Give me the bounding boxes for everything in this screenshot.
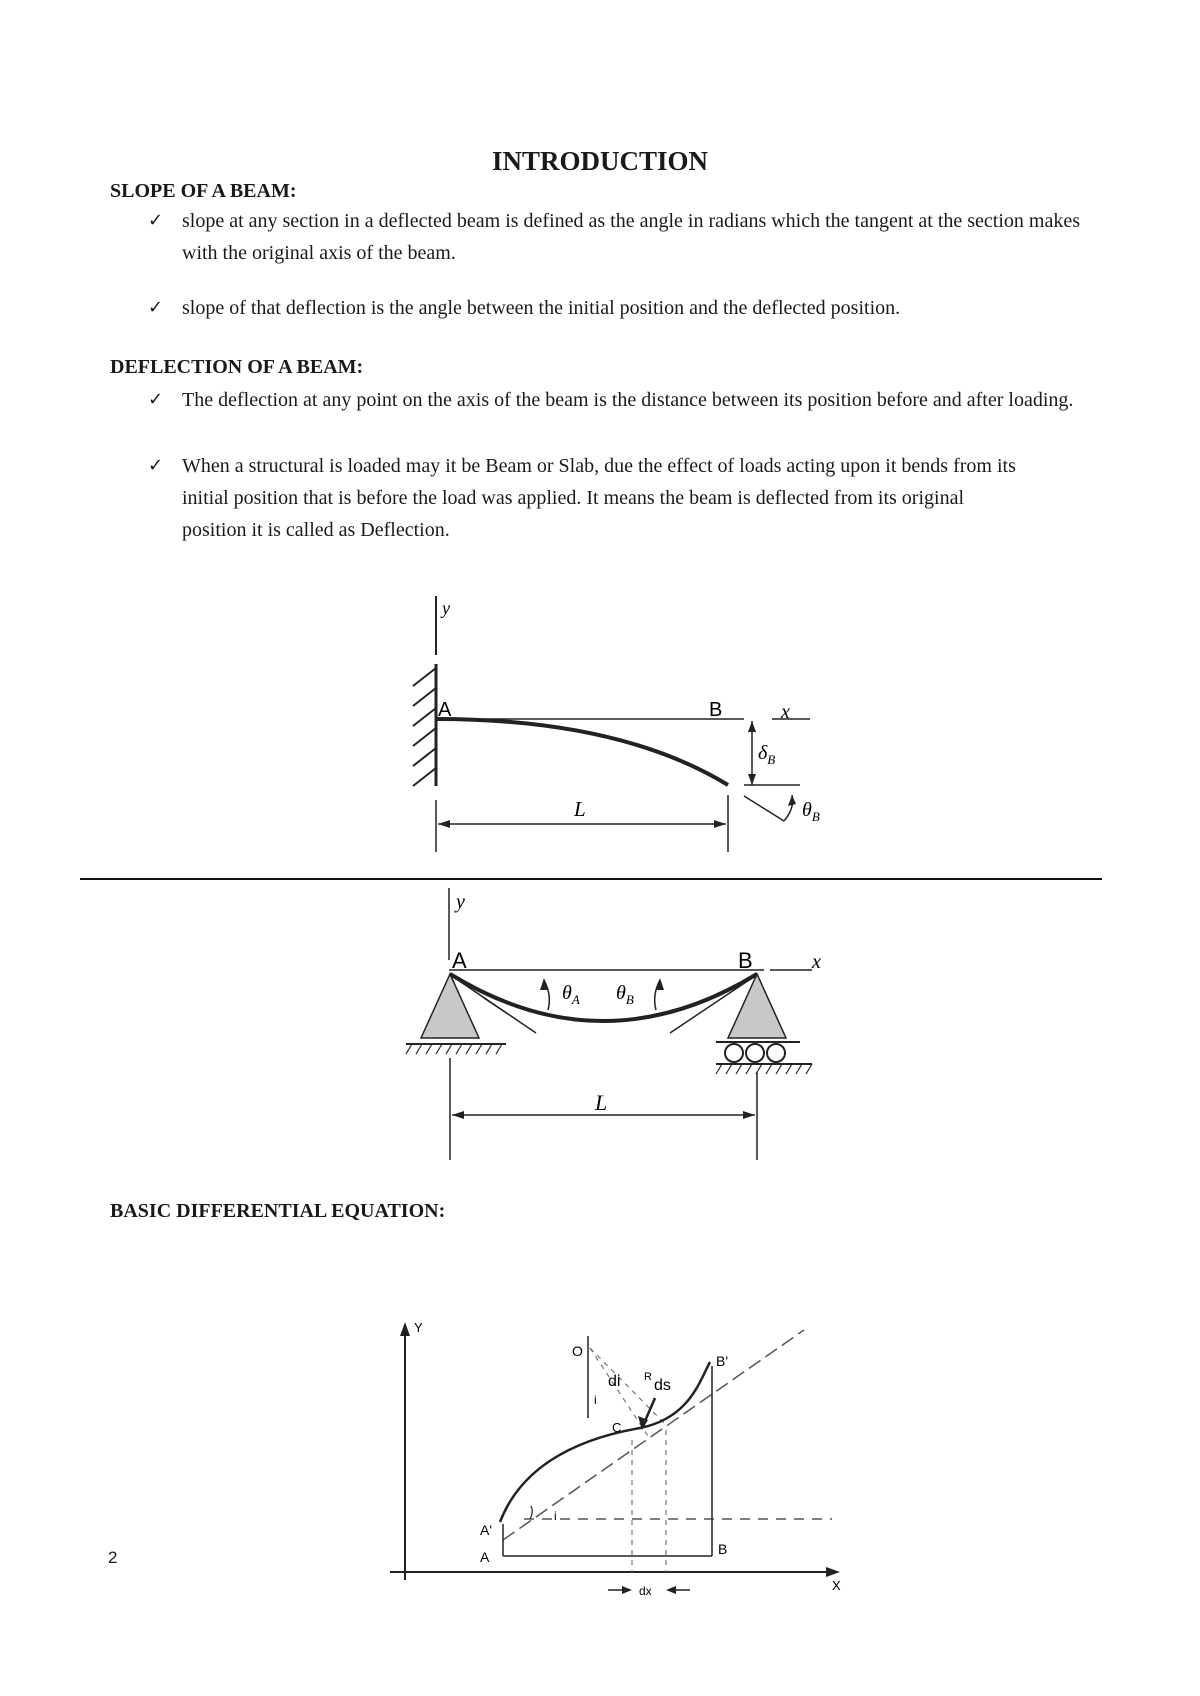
elastic-curve bbox=[500, 1362, 710, 1522]
fig2-theta-a-sub: A bbox=[571, 992, 580, 1007]
fig3-ds-label: ds bbox=[654, 1377, 671, 1394]
basic-equation-heading: BASIC DIFFERENTIAL EQUATION: bbox=[110, 1200, 446, 1222]
check-icon: ✓ bbox=[148, 297, 164, 318]
fig3-o-label: O bbox=[572, 1343, 583, 1359]
fig3-i-upper-label: i bbox=[594, 1393, 597, 1407]
fig3-b-prime-label: B' bbox=[716, 1353, 729, 1369]
slope-heading: SLOPE OF A BEAM: bbox=[110, 180, 297, 202]
fig2-theta-b-sub: B bbox=[625, 992, 634, 1007]
axis-arrowheads bbox=[400, 1322, 840, 1577]
check-icon: ✓ bbox=[148, 455, 164, 476]
fig1-point-b: B bbox=[709, 699, 723, 721]
fig1-delta-sub: B bbox=[767, 752, 776, 767]
deflection-heading: DEFLECTION OF A BEAM: bbox=[110, 356, 364, 378]
fig3-dx-label: dx bbox=[639, 1584, 652, 1598]
fig3-a-prime-label: A' bbox=[480, 1522, 493, 1538]
fig1-delta-symbol: δ bbox=[758, 742, 768, 764]
fig1-y-label: y bbox=[442, 598, 450, 618]
check-icon: ✓ bbox=[148, 389, 164, 410]
fig1-point-a: A bbox=[438, 699, 452, 721]
fig1-theta-symbol: θ bbox=[802, 799, 812, 821]
fig2-length-label: L bbox=[595, 1090, 608, 1115]
fig3-r-label: R bbox=[644, 1371, 652, 1383]
fig2-theta-b-symbol: θ bbox=[616, 982, 626, 1004]
fig3-c-label: C bbox=[612, 1420, 622, 1435]
check-icon: ✓ bbox=[148, 210, 164, 231]
slope-bullet-2-text: slope of that deflection is the angle between the initial position and the deflected position. bbox=[182, 297, 901, 319]
reference-lines bbox=[503, 1336, 712, 1556]
page-title: INTRODUCTION bbox=[491, 146, 709, 176]
deflection-bullet-2-text: When a structural is loaded may it be Beam or Slab, due the effect of loads acting upon it bends from its initial position that is before the load was applied. It means the beam is deflected from its original position it is called as Deflection. bbox=[182, 455, 1016, 541]
fig1-theta-sub: B bbox=[811, 809, 820, 824]
fig2-point-b: B bbox=[738, 948, 753, 973]
angle-arc bbox=[530, 1506, 532, 1519]
fig1-x-label: x bbox=[781, 701, 790, 723]
fig2-x-label: x bbox=[812, 951, 821, 973]
fig3-a-label: A bbox=[480, 1549, 490, 1565]
fig2-theta-a-symbol: θ bbox=[562, 982, 572, 1004]
fig2-point-a: A bbox=[452, 948, 467, 973]
fig3-y-label: Y bbox=[414, 1320, 423, 1335]
fig3-i-lower-label: i bbox=[554, 1509, 557, 1523]
page-number: 2 bbox=[108, 1548, 118, 1567]
slope-bullet-1-text: slope at any section in a deflected beam is defined as the angle in radians which the tangent at the section makes with the original axis of the beam. bbox=[182, 210, 1081, 264]
deflection-bullet-1-text: The deflection at any point on the axis of the beam is the distance between its position before and after loading. bbox=[182, 389, 1074, 411]
fig2-y-label: y bbox=[456, 891, 465, 913]
fig1-length-label: L bbox=[574, 797, 586, 821]
fig3-x-label: X bbox=[832, 1578, 841, 1593]
fig3-b-label: B bbox=[718, 1541, 728, 1557]
tangent-line bbox=[503, 1330, 804, 1540]
fig3-di-label: di bbox=[608, 1373, 621, 1390]
